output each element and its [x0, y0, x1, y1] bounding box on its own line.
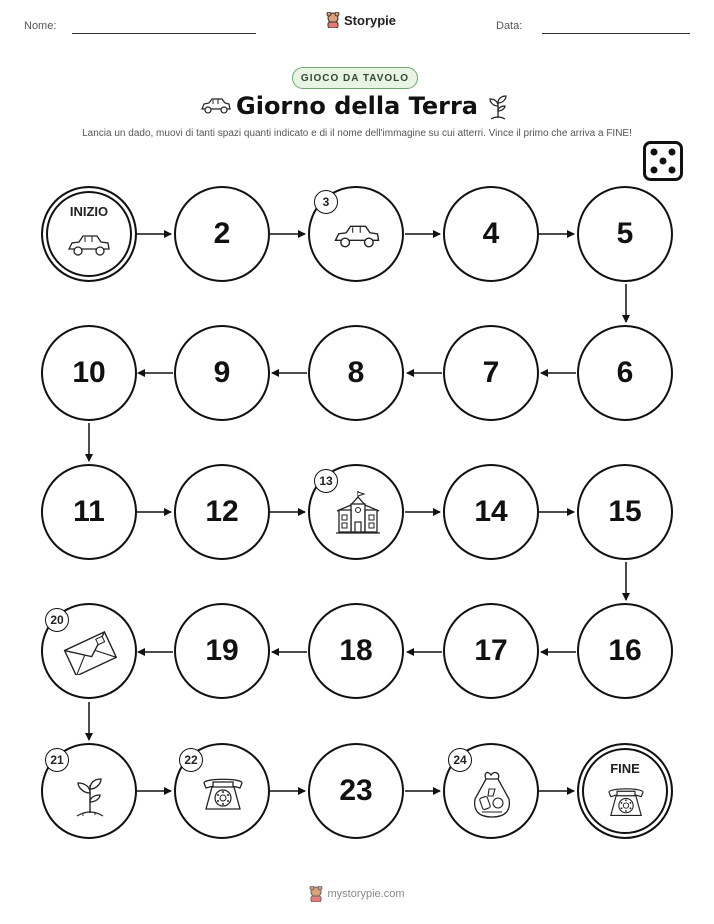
space-number: 2	[213, 217, 231, 250]
car-icon	[66, 232, 112, 258]
start-label: INIZIO	[69, 204, 109, 219]
space-number: 18	[339, 634, 373, 667]
space-corner-number: 22	[179, 748, 203, 772]
board-space[interactable]	[308, 743, 404, 839]
board-space[interactable]	[41, 464, 137, 560]
page-title: Giorno della Terra	[236, 92, 478, 120]
space-number: 23	[339, 774, 373, 807]
space-number: 19	[205, 634, 239, 667]
footer	[0, 886, 714, 902]
telephone-icon	[605, 785, 647, 819]
brand-name: Storypie	[344, 12, 397, 28]
space-number: 12	[205, 495, 239, 528]
board-space[interactable]	[443, 603, 539, 699]
game-type-badge: GIOCO DA TAVOLO	[292, 67, 418, 89]
car-icon	[332, 222, 382, 250]
name-label: Nome:	[24, 20, 57, 32]
space-number: 9	[213, 356, 231, 389]
space-corner-number: 20	[45, 608, 69, 632]
space-number: 4	[482, 217, 500, 250]
board-space[interactable]	[174, 186, 270, 282]
sprout-icon	[73, 775, 107, 819]
board-space[interactable]	[443, 464, 539, 560]
storypie-logo-icon	[309, 886, 323, 902]
recycling-bag-icon	[471, 769, 513, 819]
school-icon	[336, 490, 380, 536]
finish-label: FINE	[610, 761, 640, 776]
instructions-text: Lancia un dado, muovi di tanti spazi quanti indicato e di il nome dell'immagine su cui atterri. Vince il primo che arriva a FINE!	[82, 128, 632, 139]
board-space[interactable]	[577, 186, 673, 282]
space-number: 6	[616, 356, 634, 389]
date-label: Data:	[496, 20, 523, 32]
space-number: 8	[347, 356, 365, 389]
board-space[interactable]	[577, 464, 673, 560]
board-space[interactable]	[174, 603, 270, 699]
board-space[interactable]	[443, 325, 539, 421]
space-number: 10	[72, 356, 106, 389]
space-number: 15	[608, 495, 642, 528]
space-number: 7	[482, 356, 500, 389]
envelope-icon	[63, 631, 117, 675]
space-corner-number: 3	[314, 190, 338, 214]
space-number: 14	[474, 495, 508, 528]
space-number: 17	[474, 634, 508, 667]
space-number: 16	[608, 634, 642, 667]
board-space[interactable]	[443, 186, 539, 282]
board-space[interactable]	[308, 325, 404, 421]
space-corner-number: 21	[45, 748, 69, 772]
board-space-start[interactable]	[41, 186, 137, 282]
telephone-icon	[200, 775, 246, 813]
board-space-finish[interactable]	[577, 743, 673, 839]
space-corner-number: 24	[448, 748, 472, 772]
board-space[interactable]	[577, 603, 673, 699]
board-space[interactable]	[174, 464, 270, 560]
space-number: 5	[616, 217, 634, 250]
board-space[interactable]	[174, 325, 270, 421]
footer-url[interactable]: mystorypie.com	[327, 888, 405, 900]
board-space[interactable]	[577, 325, 673, 421]
space-number: 11	[73, 495, 105, 528]
board-space[interactable]	[308, 603, 404, 699]
board-space[interactable]	[41, 325, 137, 421]
space-corner-number: 13	[314, 469, 338, 493]
